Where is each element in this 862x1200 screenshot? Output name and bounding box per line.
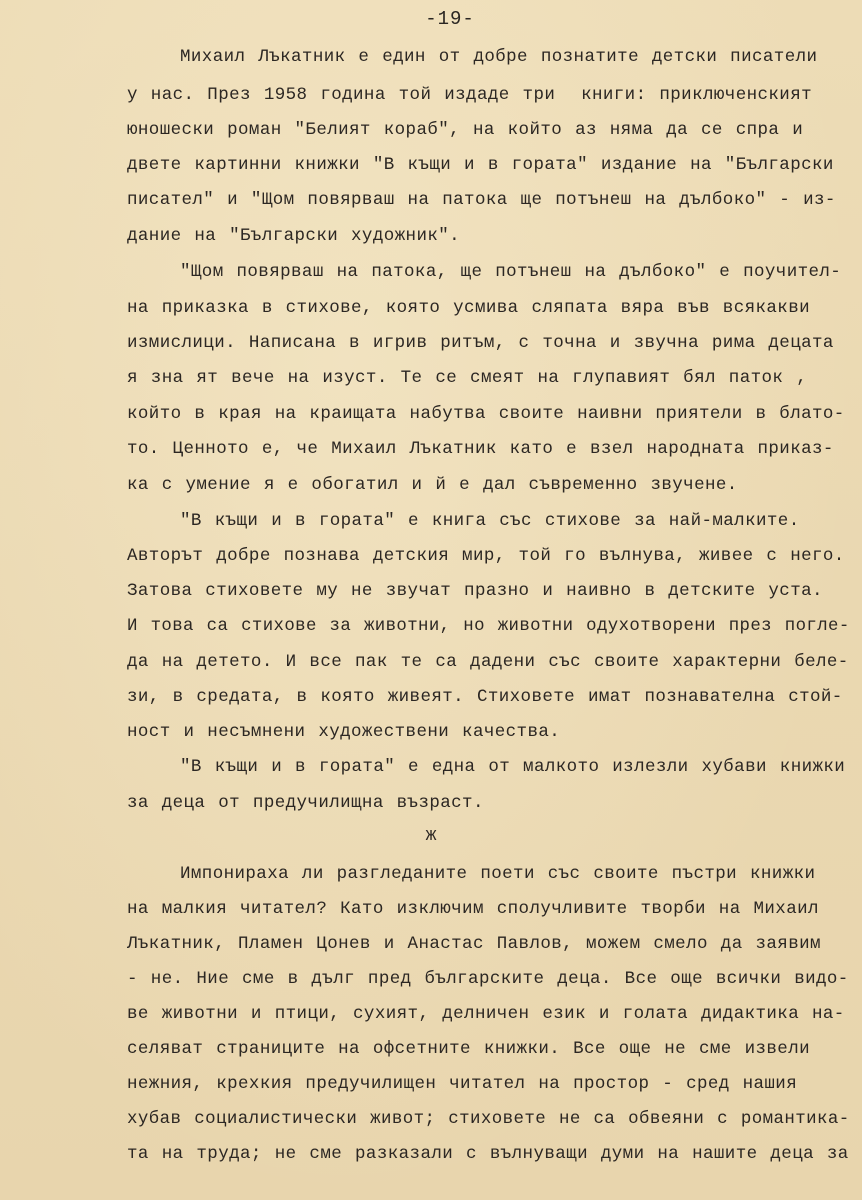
text-line: Лъкатник, Пламен Цонев и Анастас Павлов, можем смело да заявим [127,934,821,954]
text-line: "В къщи и в гората" е книга със стихове за най-малките. [180,511,800,531]
text-line: Импонираха ли разгледаните поети със своите пъстри книжки [180,864,816,884]
text-line: хубав социалистически живот; стиховете не са обвеяни с романтика- [127,1109,850,1129]
text-line: зи, в средата, в която живеят. Стиховете имат познавателна стой- [127,687,843,707]
text-line: на приказка в стихове, която усмива сляпата вяра във всякакви [127,298,811,318]
text-line: двете картинни книжки "В къщи и в гората" издание на "Български [127,155,834,175]
text-line: Авторът добре познава детския мир, той го вълнува, живее с него. [127,546,845,566]
text-line: да на детето. И все пак те са дадени със своите характерни беле- [127,652,849,672]
text-line: то. Ценното е, че Михаил Лъкатник като е взел народната приказ- [127,439,834,459]
text-line: ност и несъмнени художествени качества. [127,722,561,742]
text-line: ве животни и птици, сухият, делничен език и голата дидактика на- [127,1004,845,1024]
text-line: за деца от предучилищна възраст. [127,793,484,813]
text-line: на малкия читател? Като изключим сполучливите творби на Михаил [127,899,819,919]
text-line: селяват страниците на офсетните книжки. Все още не сме извели [127,1039,811,1059]
text-line: ка с умение я е обогатил и й е дал съвременно звучене. [127,475,738,495]
section-separator: ж [425,826,437,846]
page-number: -19- [425,8,475,30]
text-line: - не. Ние сме в дълг пред българските деца. Все още всички видо- [127,969,849,989]
text-line: който в края на краищата набутва своите наивни приятели в блато- [127,404,845,424]
text-line: Михаил Лъкатник е един от добре познатите детски писатели [180,47,818,67]
text-line: "В къщи и в гората" е една от малкото излезли хубави книжки [180,757,846,777]
text-line: дание на "Български художник". [127,226,461,246]
text-line: измислици. Написана в игрив ритъм, с точна и звучна рима децата [127,333,834,353]
text-line: "Щом повярваш на патока, ще потънеш на дълбоко" е поучител- [180,262,842,282]
text-line: юношески роман "Белият кораб", на който аз няма да се спра и [127,120,804,140]
text-line: нежния, крехкия предучилищен читател на простор - сред нашия [127,1074,798,1094]
text-line: И това са стихове за животни, но животни одухотворени през погле- [127,616,850,636]
text-line: писател" и "Щом повярваш на патока ще потънеш на дълбоко" - из- [127,190,836,210]
text-line: у нас. През 1958 година той издаде три книги: приключенският [127,85,813,105]
text-line: Затова стиховете му не звучат празно и наивно в детските уста. [127,581,823,601]
text-line: я зна ят вече на изуст. Те се смеят на глупавият бял паток , [127,368,808,388]
text-line: та на труда; не сме разказали с вълнуващи думи на нашите деца за [127,1144,849,1164]
